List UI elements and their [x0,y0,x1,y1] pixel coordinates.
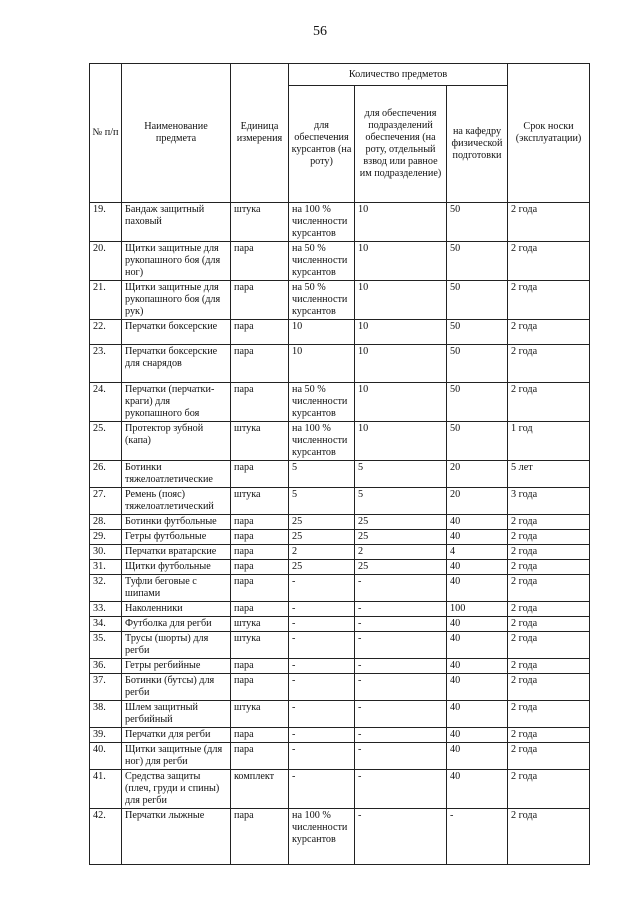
table-row [90,770,590,809]
cell-num: 42. [90,809,122,865]
cell-unit: пара [231,743,289,770]
cell-per-company: - [289,602,355,617]
cell-per-company: - [289,770,355,809]
cell-num: 19. [90,203,122,242]
table-row [90,422,590,461]
cell-num: 22. [90,320,122,345]
cell-per-company: на 50 % численности курсантов [289,383,355,422]
cell-name: Гетры регбийные [122,659,231,674]
cell-term: 2 года [508,515,590,530]
cell-per-department: 40 [447,743,508,770]
cell-term: 2 года [508,320,590,345]
header-quantity-group: Количество предметов [289,64,508,86]
cell-per-department: 40 [447,701,508,728]
cell-per-department: 40 [447,560,508,575]
cell-per-unit: - [355,575,447,602]
cell-per-department: 50 [447,345,508,383]
cell-num: 40. [90,743,122,770]
cell-per-department: 40 [447,575,508,602]
table-body [90,203,590,865]
cell-name: Протектор зубной (капа) [122,422,231,461]
cell-term: 1 год [508,422,590,461]
cell-term: 2 года [508,530,590,545]
cell-per-company: - [289,743,355,770]
cell-name: Перчатки лыжные [122,809,231,865]
cell-per-company: - [289,617,355,632]
cell-per-department: 40 [447,530,508,545]
table-row [90,701,590,728]
cell-per-department: 40 [447,728,508,743]
cell-per-department: 4 [447,545,508,560]
cell-per-unit: 10 [355,320,447,345]
cell-unit: комплект [231,770,289,809]
cell-per-department: 50 [447,320,508,345]
cell-name: Перчатки вратарские [122,545,231,560]
table-row [90,617,590,632]
cell-per-unit: - [355,728,447,743]
cell-per-company: - [289,701,355,728]
cell-per-department: 40 [447,617,508,632]
cell-unit: штука [231,422,289,461]
cell-per-company: 10 [289,320,355,345]
cell-num: 25. [90,422,122,461]
cell-num: 36. [90,659,122,674]
cell-per-department: 50 [447,281,508,320]
cell-term: 2 года [508,575,590,602]
cell-per-unit: - [355,743,447,770]
table-row [90,320,590,345]
cell-name: Перчатки для регби [122,728,231,743]
cell-per-department: 100 [447,602,508,617]
cell-name: Ремень (пояс) тяжелоатлетический [122,488,231,515]
table-row [90,530,590,545]
cell-per-unit: 2 [355,545,447,560]
cell-unit: пара [231,545,289,560]
cell-unit: пара [231,530,289,545]
table-row [90,809,590,865]
cell-per-unit: - [355,632,447,659]
cell-per-unit: - [355,659,447,674]
cell-name: Перчатки (перчатки-краги) для рукопашного боя [122,383,231,422]
cell-per-company: на 50 % численности курсантов [289,281,355,320]
cell-per-department: 40 [447,659,508,674]
table-row [90,743,590,770]
cell-per-unit: - [355,602,447,617]
cell-per-company: 25 [289,560,355,575]
cell-name: Щитки футбольные [122,560,231,575]
cell-num: 32. [90,575,122,602]
cell-num: 28. [90,515,122,530]
cell-per-department: 40 [447,770,508,809]
cell-term: 2 года [508,674,590,701]
cell-unit: штука [231,617,289,632]
cell-per-company: 10 [289,345,355,383]
cell-num: 33. [90,602,122,617]
cell-unit: пара [231,560,289,575]
cell-term: 2 года [508,632,590,659]
cell-num: 20. [90,242,122,281]
cell-unit: пара [231,461,289,488]
table-row [90,728,590,743]
cell-term: 2 года [508,809,590,865]
table-row [90,345,590,383]
cell-unit: штука [231,488,289,515]
cell-name: Туфли беговые с шипами [122,575,231,602]
cell-term: 2 года [508,545,590,560]
cell-unit: пара [231,515,289,530]
cell-num: 41. [90,770,122,809]
cell-unit: пара [231,728,289,743]
cell-per-unit: 10 [355,345,447,383]
cell-num: 37. [90,674,122,701]
cell-term: 3 года [508,488,590,515]
table-row [90,461,590,488]
cell-name: Гетры футбольные [122,530,231,545]
cell-per-unit: 5 [355,488,447,515]
cell-per-department: 40 [447,515,508,530]
cell-unit: пара [231,242,289,281]
table-row [90,632,590,659]
cell-per-company: 5 [289,461,355,488]
cell-name: Перчатки боксерские для снарядов [122,345,231,383]
cell-per-company: 25 [289,530,355,545]
cell-per-unit: 10 [355,383,447,422]
cell-unit: штука [231,632,289,659]
cell-unit: пара [231,602,289,617]
cell-num: 34. [90,617,122,632]
cell-per-department: 20 [447,461,508,488]
cell-per-department: 50 [447,422,508,461]
cell-num: 24. [90,383,122,422]
cell-num: 23. [90,345,122,383]
cell-per-unit: - [355,674,447,701]
cell-per-unit: - [355,701,447,728]
cell-per-department: 20 [447,488,508,515]
table-row [90,515,590,530]
cell-per-unit: 25 [355,560,447,575]
table-row [90,575,590,602]
cell-name: Перчатки боксерские [122,320,231,345]
cell-name: Футболка для регби [122,617,231,632]
cell-per-company: - [289,659,355,674]
cell-name: Трусы (шорты) для регби [122,632,231,659]
table-row [90,281,590,320]
cell-num: 31. [90,560,122,575]
cell-per-company: 25 [289,515,355,530]
cell-per-unit: 10 [355,422,447,461]
cell-per-unit: - [355,617,447,632]
cell-per-unit: 25 [355,515,447,530]
table-row [90,488,590,515]
header-term: Срок носки (эксплуатации) [508,64,590,203]
cell-name: Щитки защитные для рукопашного боя (для рук) [122,281,231,320]
cell-name: Щитки защитные (для ног) для регби [122,743,231,770]
cell-per-unit: - [355,770,447,809]
cell-per-company: - [289,674,355,701]
table-row [90,560,590,575]
cell-per-unit: 25 [355,530,447,545]
cell-unit: штука [231,203,289,242]
cell-name: Бандаж защитный паховый [122,203,231,242]
cell-per-company: 5 [289,488,355,515]
cell-unit: пара [231,809,289,865]
cell-per-department: 50 [447,383,508,422]
cell-term: 2 года [508,602,590,617]
cell-num: 38. [90,701,122,728]
cell-per-department: 40 [447,674,508,701]
cell-num: 26. [90,461,122,488]
cell-unit: пара [231,575,289,602]
header-name: Наименование предмета [122,64,231,203]
page-number: 56 [313,24,327,39]
cell-term: 2 года [508,203,590,242]
cell-num: 30. [90,545,122,560]
cell-per-unit: 10 [355,281,447,320]
cell-name: Ботинки (бутсы) для регби [122,674,231,701]
cell-num: 39. [90,728,122,743]
cell-name: Щитки защитные для рукопашного боя (для ног) [122,242,231,281]
cell-term: 2 года [508,728,590,743]
cell-per-unit: 10 [355,203,447,242]
cell-term: 2 года [508,560,590,575]
table-row [90,545,590,560]
cell-unit: пара [231,383,289,422]
table-row [90,203,590,242]
cell-term: 2 года [508,743,590,770]
cell-per-company: на 100 % численности курсантов [289,809,355,865]
header-per-unit: для обеспечения подразделений обеспечения (на роту, отдельный взвод или равное им подразделение) [355,86,447,203]
cell-unit: пара [231,345,289,383]
table-row [90,674,590,701]
cell-per-company: 2 [289,545,355,560]
cell-per-company: - [289,632,355,659]
header-per-department: на кафедру физической подготовки [447,86,508,203]
cell-num: 27. [90,488,122,515]
cell-name: Средства защиты (плеч, груди и спины) для регби [122,770,231,809]
cell-unit: пара [231,674,289,701]
table-row [90,602,590,617]
cell-per-company: на 100 % численности курсантов [289,203,355,242]
cell-per-company: на 50 % численности курсантов [289,242,355,281]
cell-per-department: 40 [447,632,508,659]
table-row [90,659,590,674]
cell-per-company: на 100 % численности курсантов [289,422,355,461]
cell-per-department: 50 [447,203,508,242]
table-row [90,242,590,281]
header-unit: Единица измерения [231,64,289,203]
cell-name: Ботинки тяжелоатлетические [122,461,231,488]
cell-unit: пара [231,320,289,345]
header-num: № п/п [90,64,122,203]
cell-name: Шлем защитный регбийный [122,701,231,728]
cell-term: 2 года [508,770,590,809]
cell-term: 2 года [508,659,590,674]
cell-term: 2 года [508,383,590,422]
cell-per-unit: - [355,809,447,865]
cell-term: 2 года [508,701,590,728]
cell-num: 21. [90,281,122,320]
equipment-table [89,63,590,865]
cell-per-unit: 5 [355,461,447,488]
cell-term: 2 года [508,242,590,281]
cell-unit: штука [231,701,289,728]
cell-per-unit: 10 [355,242,447,281]
cell-unit: пара [231,659,289,674]
cell-name: Ботинки футбольные [122,515,231,530]
table-row [90,383,590,422]
cell-name: Наколенники [122,602,231,617]
cell-term: 2 года [508,345,590,383]
cell-per-department: 50 [447,242,508,281]
cell-num: 29. [90,530,122,545]
cell-unit: пара [231,281,289,320]
header-per-company: для обеспечения курсантов (на роту) [289,86,355,203]
cell-per-company: - [289,728,355,743]
cell-num: 35. [90,632,122,659]
cell-term: 2 года [508,281,590,320]
cell-per-department: - [447,809,508,865]
cell-per-company: - [289,575,355,602]
cell-term: 5 лет [508,461,590,488]
cell-term: 2 года [508,617,590,632]
